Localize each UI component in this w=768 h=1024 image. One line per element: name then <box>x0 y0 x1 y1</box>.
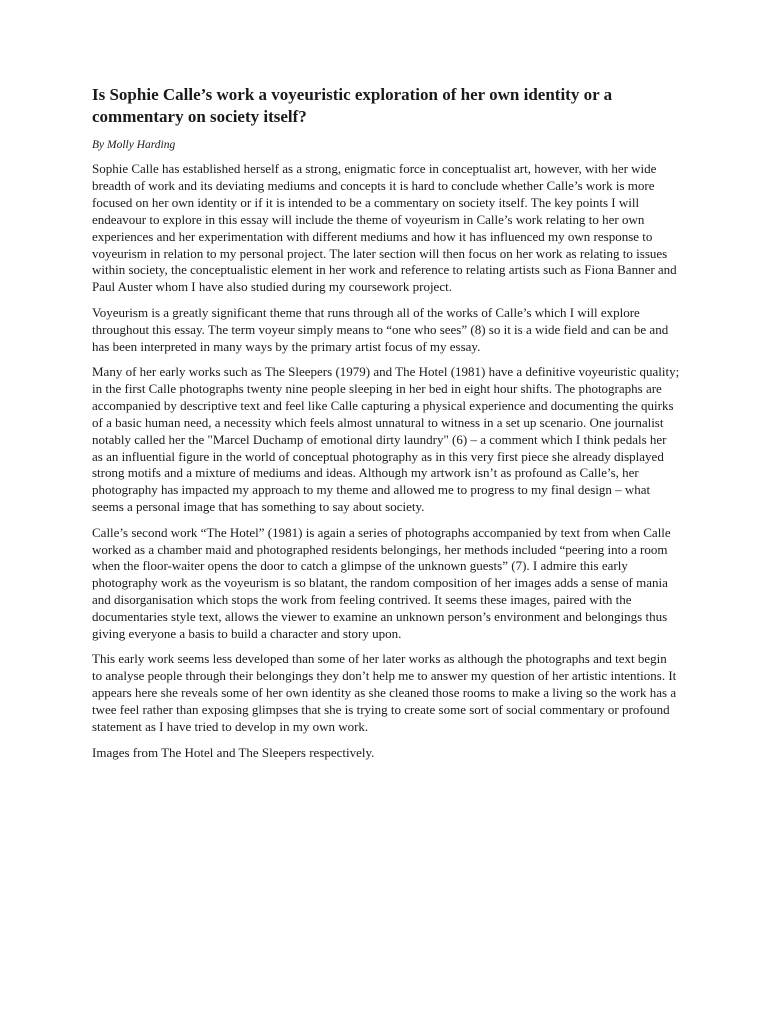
paragraph-intro: Sophie Calle has established herself as a strong, enigmatic force in conceptualist art, however, with her wide breadth of work and its deviating mediums and concepts it is hard to conclude whether Calle’s work is more focused on her own identity or if it is intended to be a commentary on society itself. The key points I will endeavour to explore in this essay will include the theme of voyeurism in Calle’s work relating to her own experiences and her experimentation with different mediums and how it has influenced my own response to voyeurism in relation to my personal project. The later section will then focus on her work as relating to issues within society, the conceptualistic element in her work and reference to relating artists such as Fiona Banner and Paul Auster whom I have also studied during my coursework project. <box>92 161 677 295</box>
paragraph-image-caption: Images from The Hotel and The Sleepers respectively. <box>92 744 375 760</box>
paragraph-early-works: Many of her early works such as The Sleepers (1979) and The Hotel (1981) have a definitive voyeuristic quality; in the first Calle photographs twenty nine people sleeping in her bed in eight hour shifts. The photographs are accompanied by descriptive text and feel like Calle capturing a physical experience and documenting the quirks of a basic human need, a necessity which feels almost unnatural to witness in a set up scenario. One journalist notably called her the "Marcel Duchamp of emotional dirty laundry" (6) – a comment which I think pedals her as an influential figure in the world of conceptual photography as in this very first piece she already displayed strong motifs and a mixture of mediums and ideas. Although my artwork isn’t as profound as Calle’s, her photography has impacted my approach to my theme and allowed me to progress to my final design – what seems a personal image that has something to say about society. <box>92 363 680 515</box>
document-title: Is Sophie Calle’s work a voyeuristic exploration of her own identity or a commentary on society itself? <box>92 85 613 126</box>
paragraph-voyeurism: Voyeurism is a greatly significant theme that runs through all of the works of Calle’s which I will explore throughout this essay. The term voyeur simply means to “one who sees” (8) so it is a wide field and can be and has been interpreted in many ways by the primary artist focus of my essay. <box>92 304 669 354</box>
byline: By Molly Harding <box>92 139 176 151</box>
paragraph-early-work-analysis: This early work seems less developed than some of her later works as although the photographs and text begin to analyse people through their belongings they don’t help me to answer my question of her artistic intentions. It appears here she reveals some of her own identity as she cleaned those rooms to make a living so the work has a twee feel rather than exposing glimpses that she is trying to create some sort of social commentary or profound statement as I have tried to develop in my own work. <box>92 651 677 735</box>
paragraph-the-hotel: Calle’s second work “The Hotel” (1981) is again a series of photographs accompanied by text from when Calle worked as a chamber maid and photographed residents belongings, her methods included “peering into a room when the floor-waiter opens the door to catch a glimpse of the unknown guests” (7). I admire this early photography work as the voyeurism is so blatant, the random composition of her images adds a sense of mania and disorganisation which stops the work from feeling contrived. It seems these images, paired with the documentaries style text, allows the viewer to examine an unknown person’s environment and belongings thus giving everyone a basis to build a character and story upon. <box>92 524 671 642</box>
document-page <box>92 84 680 770</box>
